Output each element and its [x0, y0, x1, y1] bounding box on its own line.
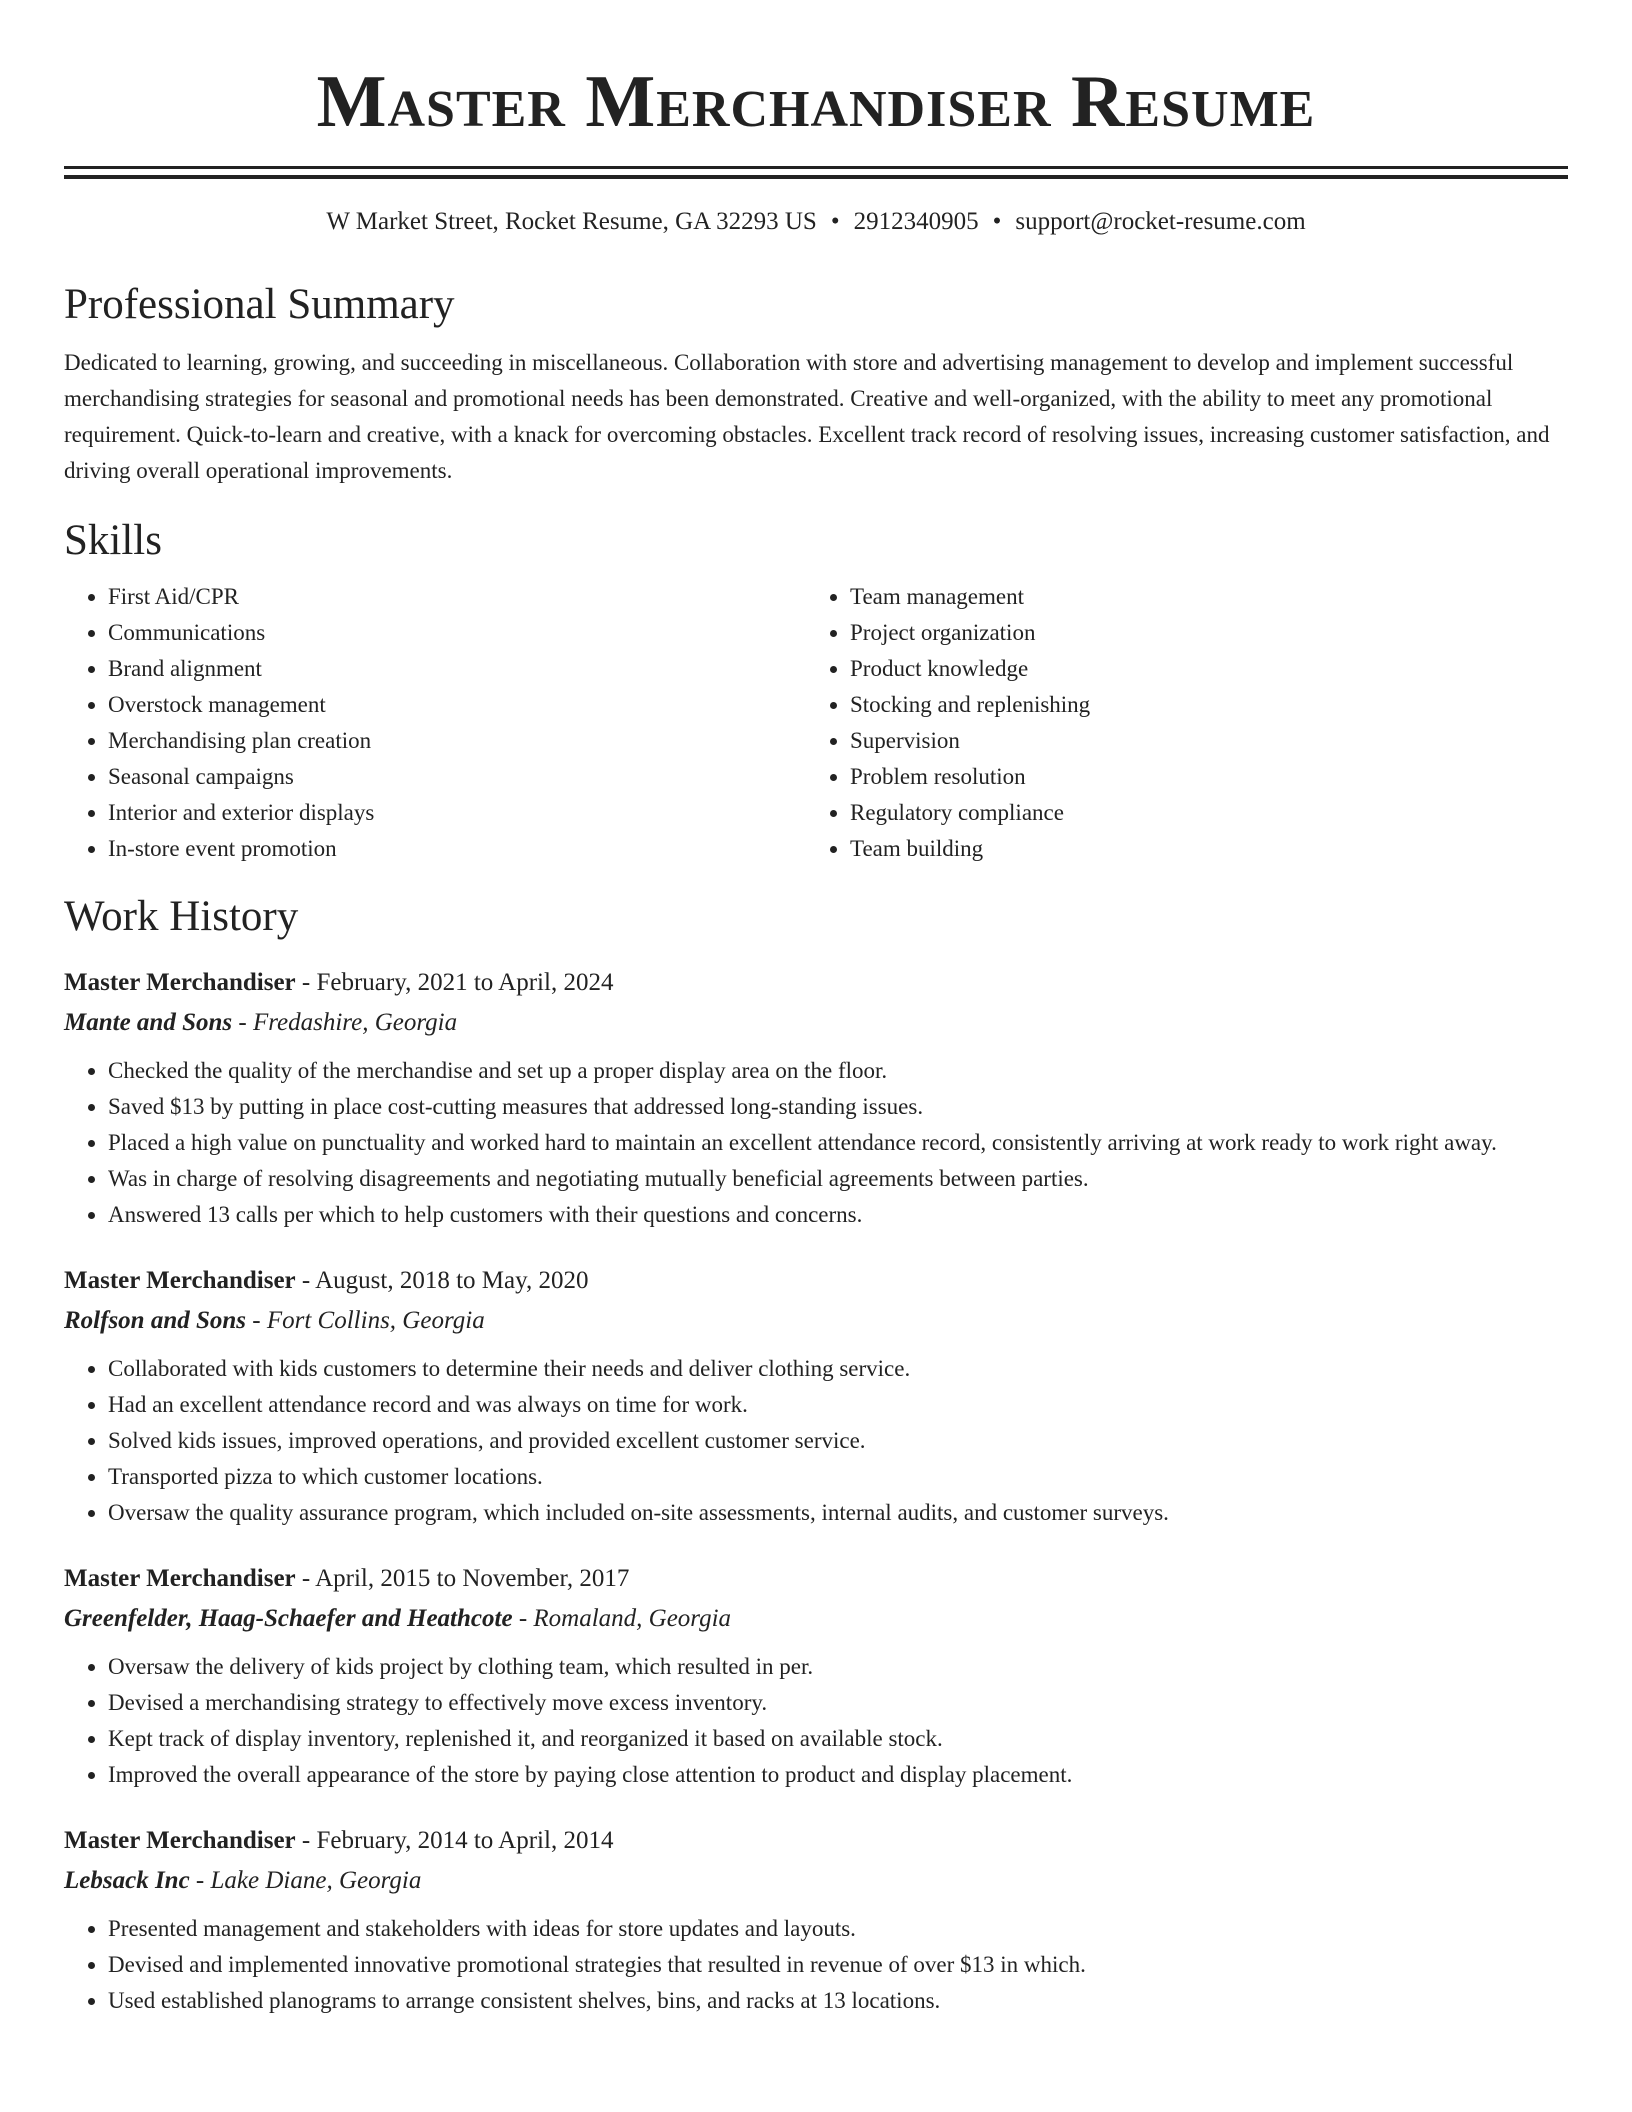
job-role: Master Merchandiser [64, 1565, 296, 1592]
job-bullet: • Solved kids issues, improved operations, and provided excellent customer service. [108, 1423, 1568, 1459]
work-history-heading: Work History [64, 893, 299, 940]
job-dates: - February, 2014 to April, 2014 [295, 1827, 614, 1854]
job-dates: - February, 2021 to April, 2024 [295, 969, 614, 996]
job-title-line [64, 1559, 1568, 1599]
job-entry [64, 1821, 1568, 2019]
job-bullet: • Kept track of display inventory, replenished it, and reorganized it based on available stock. [108, 1721, 1568, 1757]
skill-item: • Team management [850, 579, 1568, 615]
contact-phone: 2912340905 [853, 208, 979, 235]
skill-item: • Merchandising plan creation [108, 723, 806, 759]
skill-item: • First Aid/CPR [108, 579, 806, 615]
job-title-line [64, 1261, 1568, 1301]
job-bullet: • Presented management and stakeholders with ideas for store updates and layouts. [108, 1911, 1568, 1947]
skill-item: • Team building [850, 831, 1568, 867]
job-location: - Romaland, Georgia [512, 1605, 732, 1632]
job-bullet: • Used established planograms to arrange consistent shelves, bins, and racks at 13 locations. [108, 1983, 1568, 2019]
job-company: Lebsack Inc [64, 1867, 190, 1894]
job-role: Master Merchandiser [64, 969, 296, 996]
job-bullet: • Placed a high value on punctuality and worked hard to maintain an excellent attendance record, consistently arriving at work ready to work right away. [108, 1125, 1568, 1161]
contact-separator: • [830, 208, 840, 235]
skill-item: • Overstock management [108, 687, 806, 723]
skill-item: • Seasonal campaigns [108, 759, 806, 795]
job-entry [64, 1261, 1568, 1531]
job-location: - Lake Diane, Georgia [189, 1867, 422, 1894]
skill-item: • Problem resolution [850, 759, 1568, 795]
skill-item: • Stocking and replenishing [850, 687, 1568, 723]
job-bullets [64, 1911, 1568, 2019]
skills-column-right [806, 579, 1568, 867]
job-entry [64, 1559, 1568, 1793]
title-divider-bottom [64, 175, 1568, 179]
job-bullet: • Oversaw the delivery of kids project by clothing team, which resulted in per. [108, 1649, 1568, 1685]
job-bullet: • Oversaw the quality assurance program, which included on-site assessments, internal audits, and customer surveys. [108, 1495, 1568, 1531]
job-company-line [64, 1861, 1568, 1901]
resume-title: Master Merchandiser Resume [316, 61, 1316, 143]
job-company: Rolfson and Sons [64, 1307, 247, 1334]
resume-page [64, 0, 1568, 2019]
job-company-line [64, 1301, 1568, 1341]
job-dates: - April, 2015 to November, 2017 [295, 1565, 630, 1592]
summary-text: Dedicated to learning, growing, and succeeding in miscellaneous. Collaboration with store and advertising management to develop and implement successful merchandising strategies for seasonal and promotional needs has been demonstrated. Creative and well-organized, with the ability to meet any promotional requirement. Quick-to-learn and creative, with a knack for overcoming obstacles. Excellent track record of resolving issues, increasing customer satisfaction, and driving overall operational improvements. [64, 350, 1550, 483]
title-divider-top [64, 166, 1568, 169]
skill-item: • Communications [108, 615, 806, 651]
contact-separator: • [992, 208, 1002, 235]
job-company-line [64, 1599, 1568, 1639]
contact-email: support@rocket-resume.com [1015, 208, 1306, 235]
job-company: Mante and Sons [64, 1009, 233, 1036]
job-bullet: • Devised a merchandising strategy to effectively move excess inventory. [108, 1685, 1568, 1721]
job-bullet: • Transported pizza to which customer locations. [108, 1459, 1568, 1495]
job-bullet: • Saved $13 by putting in place cost-cutting measures that addressed long-standing issues. [108, 1089, 1568, 1125]
skills-list [64, 579, 1568, 867]
job-entry [64, 963, 1568, 1233]
job-title-line [64, 963, 1568, 1003]
job-role: Master Merchandiser [64, 1827, 296, 1854]
job-bullet: • Answered 13 calls per which to help customers with their questions and concerns. [108, 1197, 1568, 1233]
job-bullet: • Devised and implemented innovative promotional strategies that resulted in revenue of over $13 in which. [108, 1947, 1568, 1983]
skills-column-left [64, 579, 806, 867]
job-dates: - August, 2018 to May, 2020 [295, 1267, 589, 1294]
skill-item: • Supervision [850, 723, 1568, 759]
contact-address: W Market Street, Rocket Resume, GA 32293 US [326, 208, 817, 235]
summary-heading: Professional Summary [64, 281, 455, 328]
job-bullet: • Improved the overall appearance of the store by paying close attention to product and display placement. [108, 1757, 1568, 1793]
job-company-line [64, 1003, 1568, 1043]
skills-heading: Skills [64, 517, 162, 564]
job-bullets [64, 1053, 1568, 1233]
skill-item: • Interior and exterior displays [108, 795, 806, 831]
job-title-line [64, 1821, 1568, 1861]
contact-line [64, 205, 1568, 239]
job-role: Master Merchandiser [64, 1267, 296, 1294]
skill-item: • In-store event promotion [108, 831, 806, 867]
job-bullet: • Checked the quality of the merchandise and set up a proper display area on the floor. [108, 1053, 1568, 1089]
job-bullets [64, 1649, 1568, 1793]
job-location: - Fredashire, Georgia [232, 1009, 458, 1036]
job-company: Greenfelder, Haag-Schaefer and Heathcote [64, 1605, 513, 1632]
job-bullet: • Was in charge of resolving disagreements and negotiating mutually beneficial agreements between parties. [108, 1161, 1568, 1197]
skill-item: • Brand alignment [108, 651, 806, 687]
job-bullet: • Collaborated with kids customers to determine their needs and deliver clothing service. [108, 1351, 1568, 1387]
skill-item: • Project organization [850, 615, 1568, 651]
job-bullet: • Had an excellent attendance record and was always on time for work. [108, 1387, 1568, 1423]
job-bullets [64, 1351, 1568, 1531]
skill-item: • Product knowledge [850, 651, 1568, 687]
skill-item: • Regulatory compliance [850, 795, 1568, 831]
job-location: - Fort Collins, Georgia [246, 1307, 485, 1334]
